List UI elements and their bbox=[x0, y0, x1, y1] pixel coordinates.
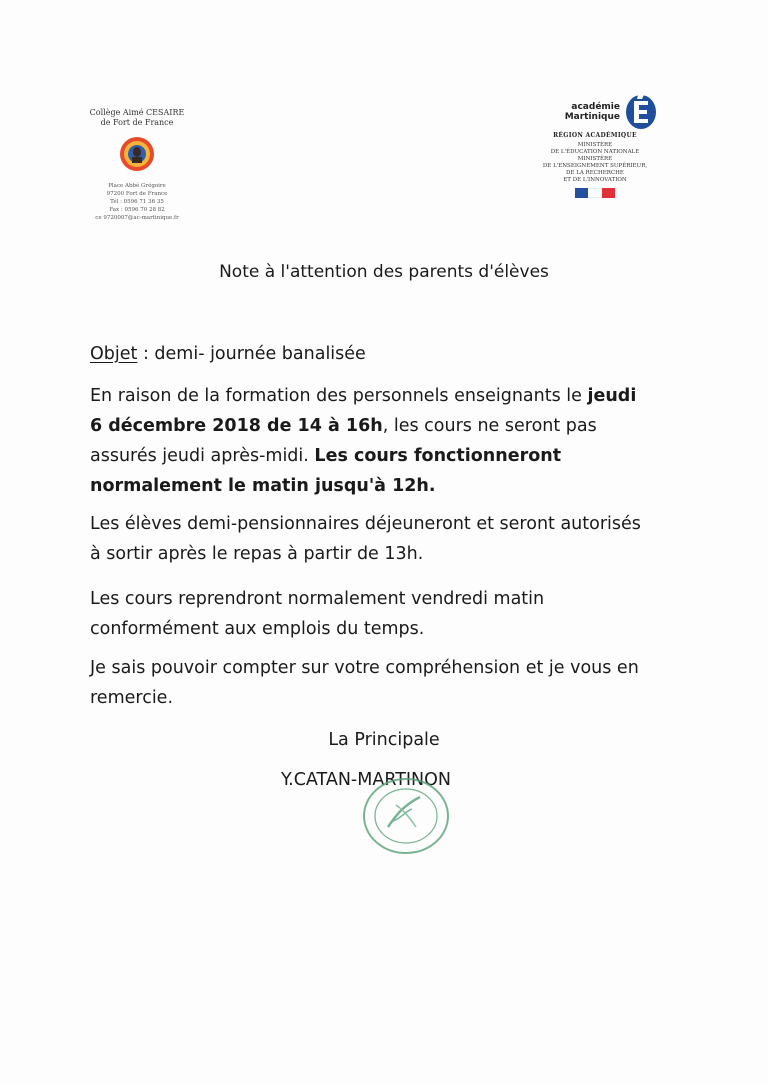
college-name-line2: de Fort de France bbox=[100, 118, 174, 127]
academie-brand bbox=[520, 92, 670, 134]
p1-text-1: En raison de la formation des personnels enseignants le bbox=[90, 386, 588, 406]
college-address-2: 97200 Fort de France bbox=[106, 191, 168, 197]
objet-colon: : bbox=[137, 344, 155, 364]
objet-text: demi- journée banalisée bbox=[154, 344, 366, 364]
signature-title-text: La Principale bbox=[328, 730, 440, 750]
college-logo-icon bbox=[115, 134, 159, 174]
ministere-line1: MINISTÈRE bbox=[577, 142, 613, 148]
objet-line bbox=[90, 344, 366, 364]
brand-line2: Martinique bbox=[564, 112, 620, 122]
ministere-line6: ET DE L'INNOVATION bbox=[563, 177, 627, 183]
ministere-line3: MINISTÈRE bbox=[577, 156, 613, 162]
p1-text-2: , les cours ne seront pas assurés jeudi après-midi. bbox=[90, 416, 597, 466]
college-letterhead bbox=[82, 108, 192, 222]
p1-morning-bold: Les cours fonctionneront normalement le matin jusqu'à 12h. bbox=[90, 446, 562, 496]
note-heading: Note à l'attention des parents d'élèves bbox=[219, 262, 549, 282]
college-email: ce 9720007@ac-martinique.fr bbox=[95, 215, 179, 221]
college-fax: Fax : 0596 70 28 82 bbox=[109, 207, 165, 213]
signature-title bbox=[0, 730, 768, 750]
paragraph-formation bbox=[90, 381, 650, 501]
academie-letterhead bbox=[520, 92, 670, 198]
academie-e-logo-icon bbox=[624, 92, 658, 130]
ministere-line5: DE LA RECHERCHE bbox=[566, 170, 624, 176]
ministere-line4: DE L'ENSEIGNEMENT SUPÉRIEUR, bbox=[542, 163, 648, 169]
brand-line1: académie bbox=[571, 102, 620, 112]
college-phone: Tél : 0596 71 36 35 bbox=[110, 199, 164, 205]
paragraph-remerciement: Je sais pouvoir compter sur votre compréhension et je vous en remercie. bbox=[90, 658, 639, 708]
p1-date-bold: jeudi 6 décembre 2018 de 14 à 16h bbox=[90, 386, 637, 436]
signature-name: Y.CATAN-MARTINON bbox=[281, 770, 452, 790]
ministere-text bbox=[520, 142, 670, 184]
paragraph-demi-pensionnaires: Les élèves demi-pensionnaires déjeuneront et seront autorisés à sortir après le repas à partir de 13h. bbox=[90, 514, 641, 564]
french-flag-icon bbox=[575, 188, 615, 198]
academie-brand-text bbox=[560, 102, 620, 122]
paragraph-reprise: Les cours reprendront normalement vendredi matin conformément aux emplois du temps. bbox=[90, 589, 545, 639]
college-address-1: Place Abbé Grégoire bbox=[108, 183, 166, 189]
region-academique-label: RÉGION ACADÉMIQUE bbox=[553, 132, 637, 139]
objet-label: Objet bbox=[90, 344, 138, 364]
ministere-line2: DE L'ÉDUCATION NATIONALE bbox=[550, 149, 640, 155]
college-name-line1: Collège Aimé CESAIRE bbox=[89, 108, 185, 117]
school-stamp-icon bbox=[360, 775, 452, 857]
